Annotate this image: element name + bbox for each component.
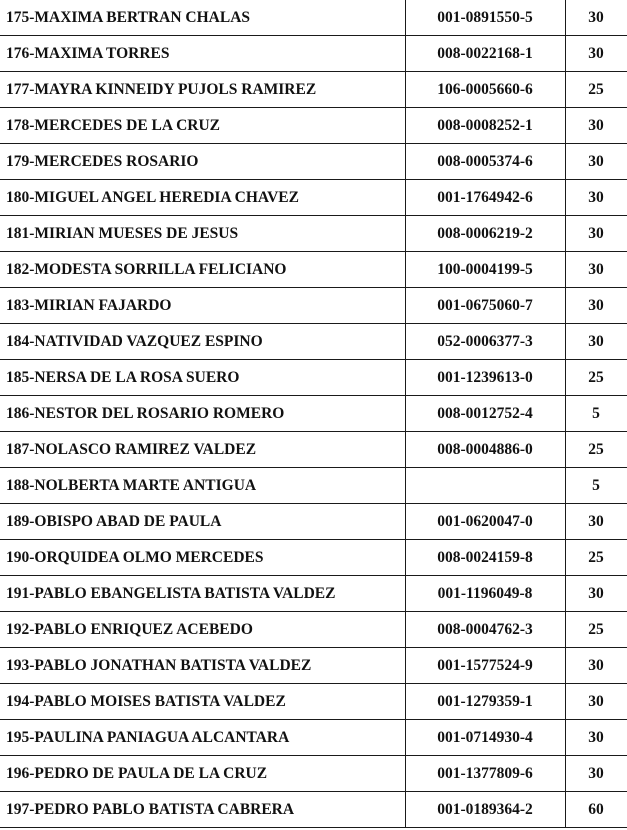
table-row bbox=[0, 792, 627, 828]
table-row bbox=[0, 396, 627, 432]
id-number-cell bbox=[405, 468, 565, 504]
table-row bbox=[0, 36, 627, 72]
table-row bbox=[0, 360, 627, 396]
table-row bbox=[0, 252, 627, 288]
id-number-cell: 106-0005660-6 bbox=[405, 72, 565, 108]
id-number-cell: 001-0620047-0 bbox=[405, 504, 565, 540]
id-number-cell: 008-0008252-1 bbox=[405, 108, 565, 144]
person-name-cell: 192-PABLO ENRIQUEZ ACEBEDO bbox=[0, 612, 405, 648]
id-number-cell: 008-0004886-0 bbox=[405, 432, 565, 468]
table-row bbox=[0, 108, 627, 144]
value-cell: 5 bbox=[565, 468, 627, 504]
value-cell: 30 bbox=[565, 216, 627, 252]
id-number-cell: 008-0012752-4 bbox=[405, 396, 565, 432]
table-row bbox=[0, 648, 627, 684]
id-number-cell: 001-0189364-2 bbox=[405, 792, 565, 828]
person-name-cell: 178-MERCEDES DE LA CRUZ bbox=[0, 108, 405, 144]
person-name-cell: 193-PABLO JONATHAN BATISTA VALDEZ bbox=[0, 648, 405, 684]
person-name-cell: 180-MIGUEL ANGEL HEREDIA CHAVEZ bbox=[0, 180, 405, 216]
value-cell: 60 bbox=[565, 792, 627, 828]
table-row bbox=[0, 576, 627, 612]
table-row bbox=[0, 324, 627, 360]
person-name-cell: 191-PABLO EBANGELISTA BATISTA VALDEZ bbox=[0, 576, 405, 612]
table-row bbox=[0, 468, 627, 504]
id-number-cell: 008-0005374-6 bbox=[405, 144, 565, 180]
table-row bbox=[0, 0, 627, 36]
id-number-cell: 001-1377809-6 bbox=[405, 756, 565, 792]
person-name-cell: 183-MIRIAN FAJARDO bbox=[0, 288, 405, 324]
table-row bbox=[0, 504, 627, 540]
value-cell: 25 bbox=[565, 360, 627, 396]
id-number-cell: 001-1196049-8 bbox=[405, 576, 565, 612]
table-row bbox=[0, 144, 627, 180]
id-number-cell: 008-0022168-1 bbox=[405, 36, 565, 72]
value-cell: 30 bbox=[565, 144, 627, 180]
value-cell: 30 bbox=[565, 504, 627, 540]
value-cell: 30 bbox=[565, 108, 627, 144]
value-cell: 5 bbox=[565, 396, 627, 432]
value-cell: 30 bbox=[565, 288, 627, 324]
person-name-cell: 181-MIRIAN MUESES DE JESUS bbox=[0, 216, 405, 252]
value-cell: 30 bbox=[565, 756, 627, 792]
person-name-cell: 175-MAXIMA BERTRAN CHALAS bbox=[0, 0, 405, 36]
person-name-cell: 185-NERSA DE LA ROSA SUERO bbox=[0, 360, 405, 396]
person-name-cell: 186-NESTOR DEL ROSARIO ROMERO bbox=[0, 396, 405, 432]
id-number-cell: 008-0004762-3 bbox=[405, 612, 565, 648]
value-cell: 30 bbox=[565, 252, 627, 288]
value-cell: 30 bbox=[565, 648, 627, 684]
person-name-cell: 189-OBISPO ABAD DE PAULA bbox=[0, 504, 405, 540]
id-number-cell: 001-0675060-7 bbox=[405, 288, 565, 324]
value-cell: 30 bbox=[565, 576, 627, 612]
person-name-cell: 195-PAULINA PANIAGUA ALCANTARA bbox=[0, 720, 405, 756]
value-cell: 30 bbox=[565, 0, 627, 36]
id-number-cell: 100-0004199-5 bbox=[405, 252, 565, 288]
value-cell: 30 bbox=[565, 684, 627, 720]
person-name-cell: 187-NOLASCO RAMIREZ VALDEZ bbox=[0, 432, 405, 468]
table-row bbox=[0, 720, 627, 756]
id-number-cell: 008-0006219-2 bbox=[405, 216, 565, 252]
person-name-cell: 182-MODESTA SORRILLA FELICIANO bbox=[0, 252, 405, 288]
value-cell: 25 bbox=[565, 540, 627, 576]
value-cell: 25 bbox=[565, 612, 627, 648]
table-row bbox=[0, 432, 627, 468]
value-cell: 25 bbox=[565, 72, 627, 108]
person-name-cell: 197-PEDRO PABLO BATISTA CABRERA bbox=[0, 792, 405, 828]
person-name-cell: 188-NOLBERTA MARTE ANTIGUA bbox=[0, 468, 405, 504]
id-number-cell: 001-0714930-4 bbox=[405, 720, 565, 756]
person-name-cell: 190-ORQUIDEA OLMO MERCEDES bbox=[0, 540, 405, 576]
value-cell: 30 bbox=[565, 324, 627, 360]
id-number-cell: 001-1279359-1 bbox=[405, 684, 565, 720]
person-name-cell: 184-NATIVIDAD VAZQUEZ ESPINO bbox=[0, 324, 405, 360]
value-cell: 30 bbox=[565, 720, 627, 756]
id-number-cell: 008-0024159-8 bbox=[405, 540, 565, 576]
table-row bbox=[0, 288, 627, 324]
id-number-cell: 001-1764942-6 bbox=[405, 180, 565, 216]
id-number-cell: 052-0006377-3 bbox=[405, 324, 565, 360]
value-cell: 30 bbox=[565, 180, 627, 216]
table-row bbox=[0, 540, 627, 576]
value-cell: 30 bbox=[565, 36, 627, 72]
id-number-cell: 001-0891550-5 bbox=[405, 0, 565, 36]
person-name-cell: 179-MERCEDES ROSARIO bbox=[0, 144, 405, 180]
table-row bbox=[0, 612, 627, 648]
person-name-cell: 196-PEDRO DE PAULA DE LA CRUZ bbox=[0, 756, 405, 792]
person-name-cell: 176-MAXIMA TORRES bbox=[0, 36, 405, 72]
id-number-cell: 001-1577524-9 bbox=[405, 648, 565, 684]
table-row bbox=[0, 756, 627, 792]
table-row bbox=[0, 216, 627, 252]
table-row bbox=[0, 72, 627, 108]
table-row bbox=[0, 180, 627, 216]
id-number-cell: 001-1239613-0 bbox=[405, 360, 565, 396]
value-cell: 25 bbox=[565, 432, 627, 468]
person-name-cell: 177-MAYRA KINNEIDY PUJOLS RAMIREZ bbox=[0, 72, 405, 108]
person-name-cell: 194-PABLO MOISES BATISTA VALDEZ bbox=[0, 684, 405, 720]
table-row bbox=[0, 684, 627, 720]
